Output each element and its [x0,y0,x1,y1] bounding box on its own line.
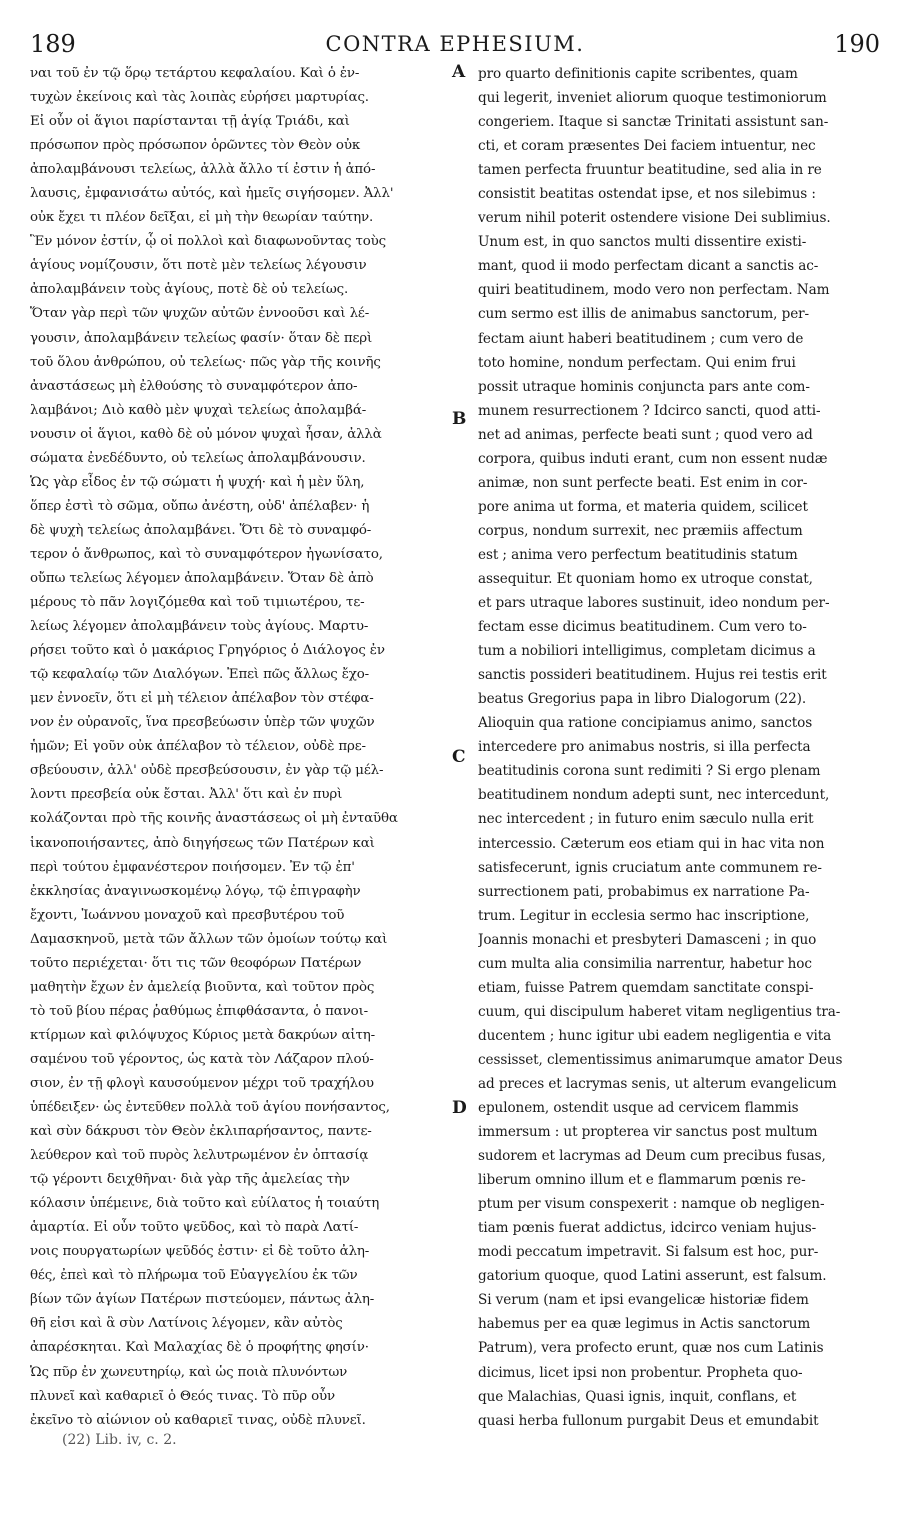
text-line: κόλασιν ὑπέμεινε, διὰ τοῦτο καὶ εὐίλατος ἡ τοιαύτη [30,1196,380,1212]
text-line: est ; anima vero perfectum beatitudinis statum [478,546,798,563]
text-line: ἁγίους νομίζουσιν, ὅτι ποτὲ μὲν τελείως λέγουσιν [30,258,367,274]
text-line: πρόσωπον πρὸς πρόσωπον ὁρῶντες τὸν Θεὸν οὐκ [30,138,361,154]
text-line: beatus Gregorius papa in libro Dialogorum (22). [478,691,807,708]
page-number-right: 190 [834,30,880,58]
text-line: beatitudinem nondum adepti sunt, nec intercedunt, [478,787,830,804]
text-line: κολάζονται πρὸ τῆς κοινῆς ἀναστάσεως οἱ μὴ ἐνταῦθα [30,811,398,827]
text-line: πλυνεῖ καὶ καθαριεῖ ὁ Θεός τινας. Τὸ πῦρ οὖν [30,1388,335,1404]
text-line: cum sermo est illis de animabus sanctorum, per- [478,306,810,323]
text-line: surrectionem pati, probabimus ex narratione Pa- [478,883,810,900]
text-line: intercessio. Cæterum eos etiam qui in hac vita non [478,835,825,852]
text-line: Patrum), vera profecto erunt, quæ nos cum Latinis [478,1340,824,1357]
text-line: λοντι πρεσβεία οὐκ ἔσται. Ἀλλ' ὅτι καὶ ἐν πυρὶ [30,787,343,803]
text-line: ἐκκλησίας ἀναγινωσκομένῳ λόγῳ, τῷ ἐπιγραφὴν [30,883,361,899]
text-line: liberum omnino illum et e flammarum pœnis re- [478,1172,806,1189]
text-line: possit utraque hominis conjuncta pars ante com- [478,378,810,395]
text-line: σώματα ἐνεδέδυντο, οὐ τελείως ἀπολαμβάνουσιν. [30,450,366,466]
text-line: Ἓν μόνον ἐστίν, ᾧ οἱ πολλοὶ καὶ διαφωνοῦντας τοὺς [30,234,386,250]
text-line: fectam aiunt haberi beatitudinem ; cum vero de [478,330,804,347]
text-line: τερον ὁ ἄνθρωπος, καὶ τὸ συναμφότερον ἠγωνίσατο, [30,546,383,562]
text-line: ἱκανοποιήσαντες, ἀπὸ διηγήσεως τῶν Πατέρων καὶ [30,835,375,851]
text-line: Si verum (nam et ipsi evangelicæ historiæ fidem [478,1292,809,1309]
text-line: τυχὼν ἐκείνοις καὶ τὰς λοιπὰς εὑρήσει μαρτυρίας. [30,90,369,106]
text-line: mant, quod ii modo perfectam dicant a sanctis ac- [478,258,819,275]
text-line: τοῦτο περιέχεται· ὅτι τις τῶν θεοφόρων Πατέρων [30,955,362,971]
text-line: verum nihil poterit ostendere visione Dei sublimius. [478,210,831,227]
text-line: que Malachias, Quasi ignis, inquit, conflans, et [478,1388,797,1405]
text-line: corpus, nondum surrexit, nec præmiis affectum [478,522,803,539]
text-line: ὅπερ ἐστὶ τὸ σῶμα, οὔπω ἀνέστη, οὐδ' ἀπέλαβεν· ἡ [30,498,370,514]
text-line: λείως λέγομεν ἀπολαμβάνειν τοὺς ἁγίους. Μαρτυ- [30,619,369,635]
text-line: βίων τῶν ἁγίων Πατέρων πιστεύομεν, πάντως ἀλη- [30,1292,375,1308]
text-line: θές, ἐπεὶ καὶ τὸ πλήρωμα τοῦ Εὐαγγελίου ἐκ τῶν [30,1268,358,1284]
text-line: immersum : ut propterea vir sanctus post multum [478,1124,818,1141]
text-line: tamen perfecta fruuntur beatitudine, sed alia in re [478,162,822,179]
text-line: intercedere pro animabus nostris, si illa perfecta [478,739,811,756]
text-line: ἡμῶν; Εἰ γοῦν οὐκ ἀπέλαβον τὸ τέλειον, οὐδὲ πρε- [30,739,366,755]
text-line: sanctis possideri beatitudinem. Hujus rei testis erit [478,667,827,684]
text-line: sudorem et lacrymas ad Deum cum precibus fusas, [478,1148,826,1165]
text-line: ducentem ; hunc igitur ubi eadem negligentia e vita [478,1027,832,1044]
text-line: τοῦ ὅλου ἀνθρώπου, οὐ τελείως· πῶς γὰρ τῆς κοινῆς [30,354,381,370]
text-line: μέρους τὸ πᾶν λογιζόμεθα καὶ τοῦ τιμιωτέρου, τε- [30,595,365,611]
text-line: Ὅταν γὰρ περὶ τῶν ψυχῶν αὐτῶν ἐννοοῦσι καὶ λέ- [30,306,370,322]
text-line: νουσιν οἱ ἅγιοι, καθὸ δὲ οὐ μόνον ψυχαὶ ἦσαν, ἀλλὰ [30,426,382,442]
text-line: περὶ τούτου ἐμφανέστερον ποιήσομεν. Ἐν τῷ ἐπ' [30,859,355,875]
text-line: tiam pœnis fuerat addictus, idcirco veniam hujus- [478,1220,817,1237]
text-line: fectam esse dicimus beatitudinem. Cum vero to- [478,619,807,636]
text-line: σιον, ἐν τῇ φλογὶ καυσούμενον μέχρι τοῦ τραχήλου [30,1075,374,1091]
text-line: qui legerit, inveniet aliorum quoque testimoniorum [478,90,827,107]
text-line: νοις πουργατωρίων ψεῦδός ἐστιν· εἰ δὲ τοῦτο ἀλη- [30,1244,370,1260]
text-line: ἀπαρέσκηται. Καὶ Μαλαχίας δὲ ὁ προφήτης φησίν· [30,1340,369,1356]
page-header [30,30,880,60]
text-line: ἐκεῖνο τὸ αἰώνιον οὐ καθαριεῖ τινας, οὐδὲ πλυνεῖ. [30,1412,366,1428]
text-line: ἀπολαμβάνουσι τελείως, ἀλλὰ ἄλλο τί ἐστιν ἡ ἀπό- [30,162,376,178]
text-line: cti, et coram præsentes Dei faciem intuentur, nec [478,138,816,155]
text-line: ἔχοντι, Ἰωάννου μοναχοῦ καὶ πρεσβυτέρου τοῦ [30,907,345,923]
text-line: satisfecerunt, ignis cruciatum ante communem re- [478,859,822,876]
text-line: Δαμασκηνοῦ, μετὰ τῶν ἄλλων τῶν ὁμοίων τούτῳ καὶ [30,931,388,947]
margin-marker-c: C [452,747,466,767]
text-line: ἀπολαμβάνειν τοὺς ἁγίους, ποτὲ δὲ οὐ τελείως. [30,282,349,298]
text-line: οὐκ ἔχει τι πλέον δεῖξαι, εἰ μὴ τὴν θεωρίαν ταύτην. [30,210,374,226]
text-line: consistit beatitas ostendat ipse, et nos silebimus : [478,186,816,203]
margin-marker-a: A [452,62,466,82]
text-line: Alioquin qua ratione concipiamus animo, sanctos [478,715,813,732]
text-line: οὔπω τελείως λέγομεν ἀπολαμβάνειν. Ὅταν δὲ ἀπὸ [30,570,374,586]
text-line: ἀναστάσεως μὴ ἐλθούσης τὸ συναμφότερον ἀπο- [30,378,358,394]
text-line: τῷ γέροντι δειχθῆναι· διὰ γὰρ τῆς ἀμελείας τὴν [30,1172,350,1188]
text-line: λεύθερον καὶ τοῦ πυρὸς λελυτρωμένον ἐν ὀπτασίᾳ [30,1148,369,1164]
text-line: tum a nobiliori intelligimus, completam dicimus a [478,643,816,660]
text-line: pro quarto definitionis capite scribentes, quam [478,66,798,82]
text-line: gatorium quoque, quod Latini asserunt, est falsum. [478,1268,827,1285]
text-line: quiri beatitudinem, modo vero non perfectam. Nam [478,282,830,299]
text-line: ad preces et lacrymas senis, ut alterum evangelicum [478,1075,837,1092]
text-line: δὲ ψυχὴ τελείως ἀπολαμβάνει. Ὅτι δὲ τὸ συναμφό- [30,522,372,538]
text-line: μαθητὴν ἔχων ἐν ἀμελείᾳ βιοῦντα, καὶ τοῦτον πρὸς [30,979,375,995]
text-line: animæ, non sunt perfecte beati. Est enim in cor- [478,474,808,491]
text-line: ναι τοῦ ἐν τῷ ὅρῳ τετάρτου κεφαλαίου. Καὶ ὁ ἐν- [30,66,360,81]
text-line: Unum est, in quo sanctos multi dissentire existi- [478,234,807,251]
text-line: congeriem. Itaque si sanctæ Trinitati assistunt san- [478,114,829,131]
text-line: pore anima ut forma, et materia quidem, scilicet [478,498,808,515]
footnote: (22) Lib. iv, c. 2. [62,1432,177,1448]
text-line: cum multa alia consimilia narrentur, habetur hoc [478,955,812,972]
margin-marker-b: B [452,409,467,429]
text-line: etiam, fuisse Patrem quemdam sanctitate conspi- [478,979,814,996]
text-line: Ὡς πῦρ ἐν χωνευτηρίῳ, καὶ ὡς ποιὰ πλυνόντων [30,1364,348,1380]
text-line: munem resurrectionem ? Idcirco sancti, quod atti- [478,402,821,419]
text-line: Ὡς γὰρ εἶδος ἐν τῷ σώματι ἡ ψυχή· καὶ ἡ μὲν ὕλη, [30,474,365,490]
text-line: ptum per visum conspexerit : namque ob negligen- [478,1196,825,1213]
text-line: γουσιν, ἀπολαμβάνειν τελείως φασίν· ὅταν δὲ περὶ [30,330,373,346]
text-line: σαμένου τοῦ γέροντος, ὡς κατὰ τὸν Λάζαρον πλού- [30,1051,374,1067]
text-line: trum. Legitur in ecclesia sermo hac inscriptione, [478,907,810,924]
text-line: τὸ τοῦ βίου πέρας ῥαθύμως ἐπιφθάσαντα, ὁ πανοι- [30,1003,369,1019]
text-line: καὶ σὺν δάκρυσι τὸν Θεὸν ἐκλιπαρήσαντος, παντε- [30,1124,372,1140]
text-line: ἁμαρτία. Εἰ οὖν τοῦτο ψεῦδος, καὶ τὸ παρὰ Λατί- [30,1220,359,1236]
text-line: νον ἐν οὐρανοῖς, ἵνα πρεσβεύωσιν ὑπὲρ τῶν ψυχῶν [30,715,375,731]
text-line: modi peccatum impetravit. Si falsum est hoc, pur- [478,1244,819,1261]
text-line: habemus per ea quæ legimus in Actis sanctorum [478,1316,811,1333]
text-line: dicimus, licet ipsi non probentur. Propheta quo- [478,1364,803,1381]
text-line: σβεύουσιν, ἀλλ' οὐδὲ πρεσβεύσουσιν, ἐν γὰρ τῷ μέλ- [30,763,384,779]
text-line: beatitudinis corona sunt redimiti ? Si ergo plenam [478,763,821,780]
text-line: θῆ εἰσι καὶ ἃ σὺν Λατίνοις λέγομεν, κἂν αὐτὸς [30,1316,343,1332]
text-line: ὑπέδειξεν· ὡς ἐντεῦθεν πολλὰ τοῦ ἁγίου πονήσαντος, [30,1100,390,1116]
text-line: corpora, quibus induti erant, cum non essent nudæ [478,450,828,467]
text-line: λαυσις, ἐμφανισάτω αὐτός, καὶ ἡμεῖς σιγήσομεν. Ἀλλ' [30,186,394,202]
text-line: τῷ κεφαλαίῳ τῶν Διαλόγων. Ἐπεὶ πῶς ἄλλως ἔχο- [30,667,370,683]
running-title: CONTRA EPHESIUM. [325,32,585,56]
text-line: κτίρμων καὶ φιλόψυχος Κύριος μετὰ δακρύων αἰτη- [30,1027,376,1043]
latin-column [478,62,876,1442]
text-line: et pars utraque labores sustinuit, ideo nondum per- [478,595,830,612]
text-line: nec intercedent ; in futuro enim sæculo nulla erit [478,811,814,828]
text-line: assequitur. Et quoniam homo ex utroque constat, [478,570,813,587]
text-line: μεν ἐννοεῖν, ὅτι εἰ μὴ τέλειον ἀπέλαβον τὸν στέφα- [30,691,374,707]
text-line: toto homine, nondum perfectam. Qui enim frui [478,354,796,371]
page-number-left: 189 [30,30,76,58]
text-line: cessisset, clementissimus animarumque amator Deus [478,1051,843,1068]
text-line: Εἰ οὖν οἱ ἅγιοι παρίστανται τῇ ἁγίᾳ Τριάδι, καὶ [30,114,350,130]
text-line: Joannis monachi et presbyteri Damasceni ; in quo [478,931,817,948]
text-line: λαμβάνοι; Διὸ καθὸ μὲν ψυχαὶ τελείως ἀπολαμβά- [30,402,367,418]
text-line: net ad animas, perfecte beati sunt ; quod vero ad [478,426,813,443]
text-line: quasi herba fullonum purgabit Deus et emundabit [478,1412,819,1429]
text-line: epulonem, ostendit usque ad cervicem flammis [478,1100,799,1117]
text-line: cuum, qui discipulum haberet vitam negligentius tra- [478,1003,841,1020]
greek-column [30,62,442,1442]
text-line: ρήσει τοῦτο καὶ ὁ μακάριος Γρηγόριος ὁ Διάλογος ἐν [30,643,385,659]
margin-marker-d: D [452,1098,467,1118]
